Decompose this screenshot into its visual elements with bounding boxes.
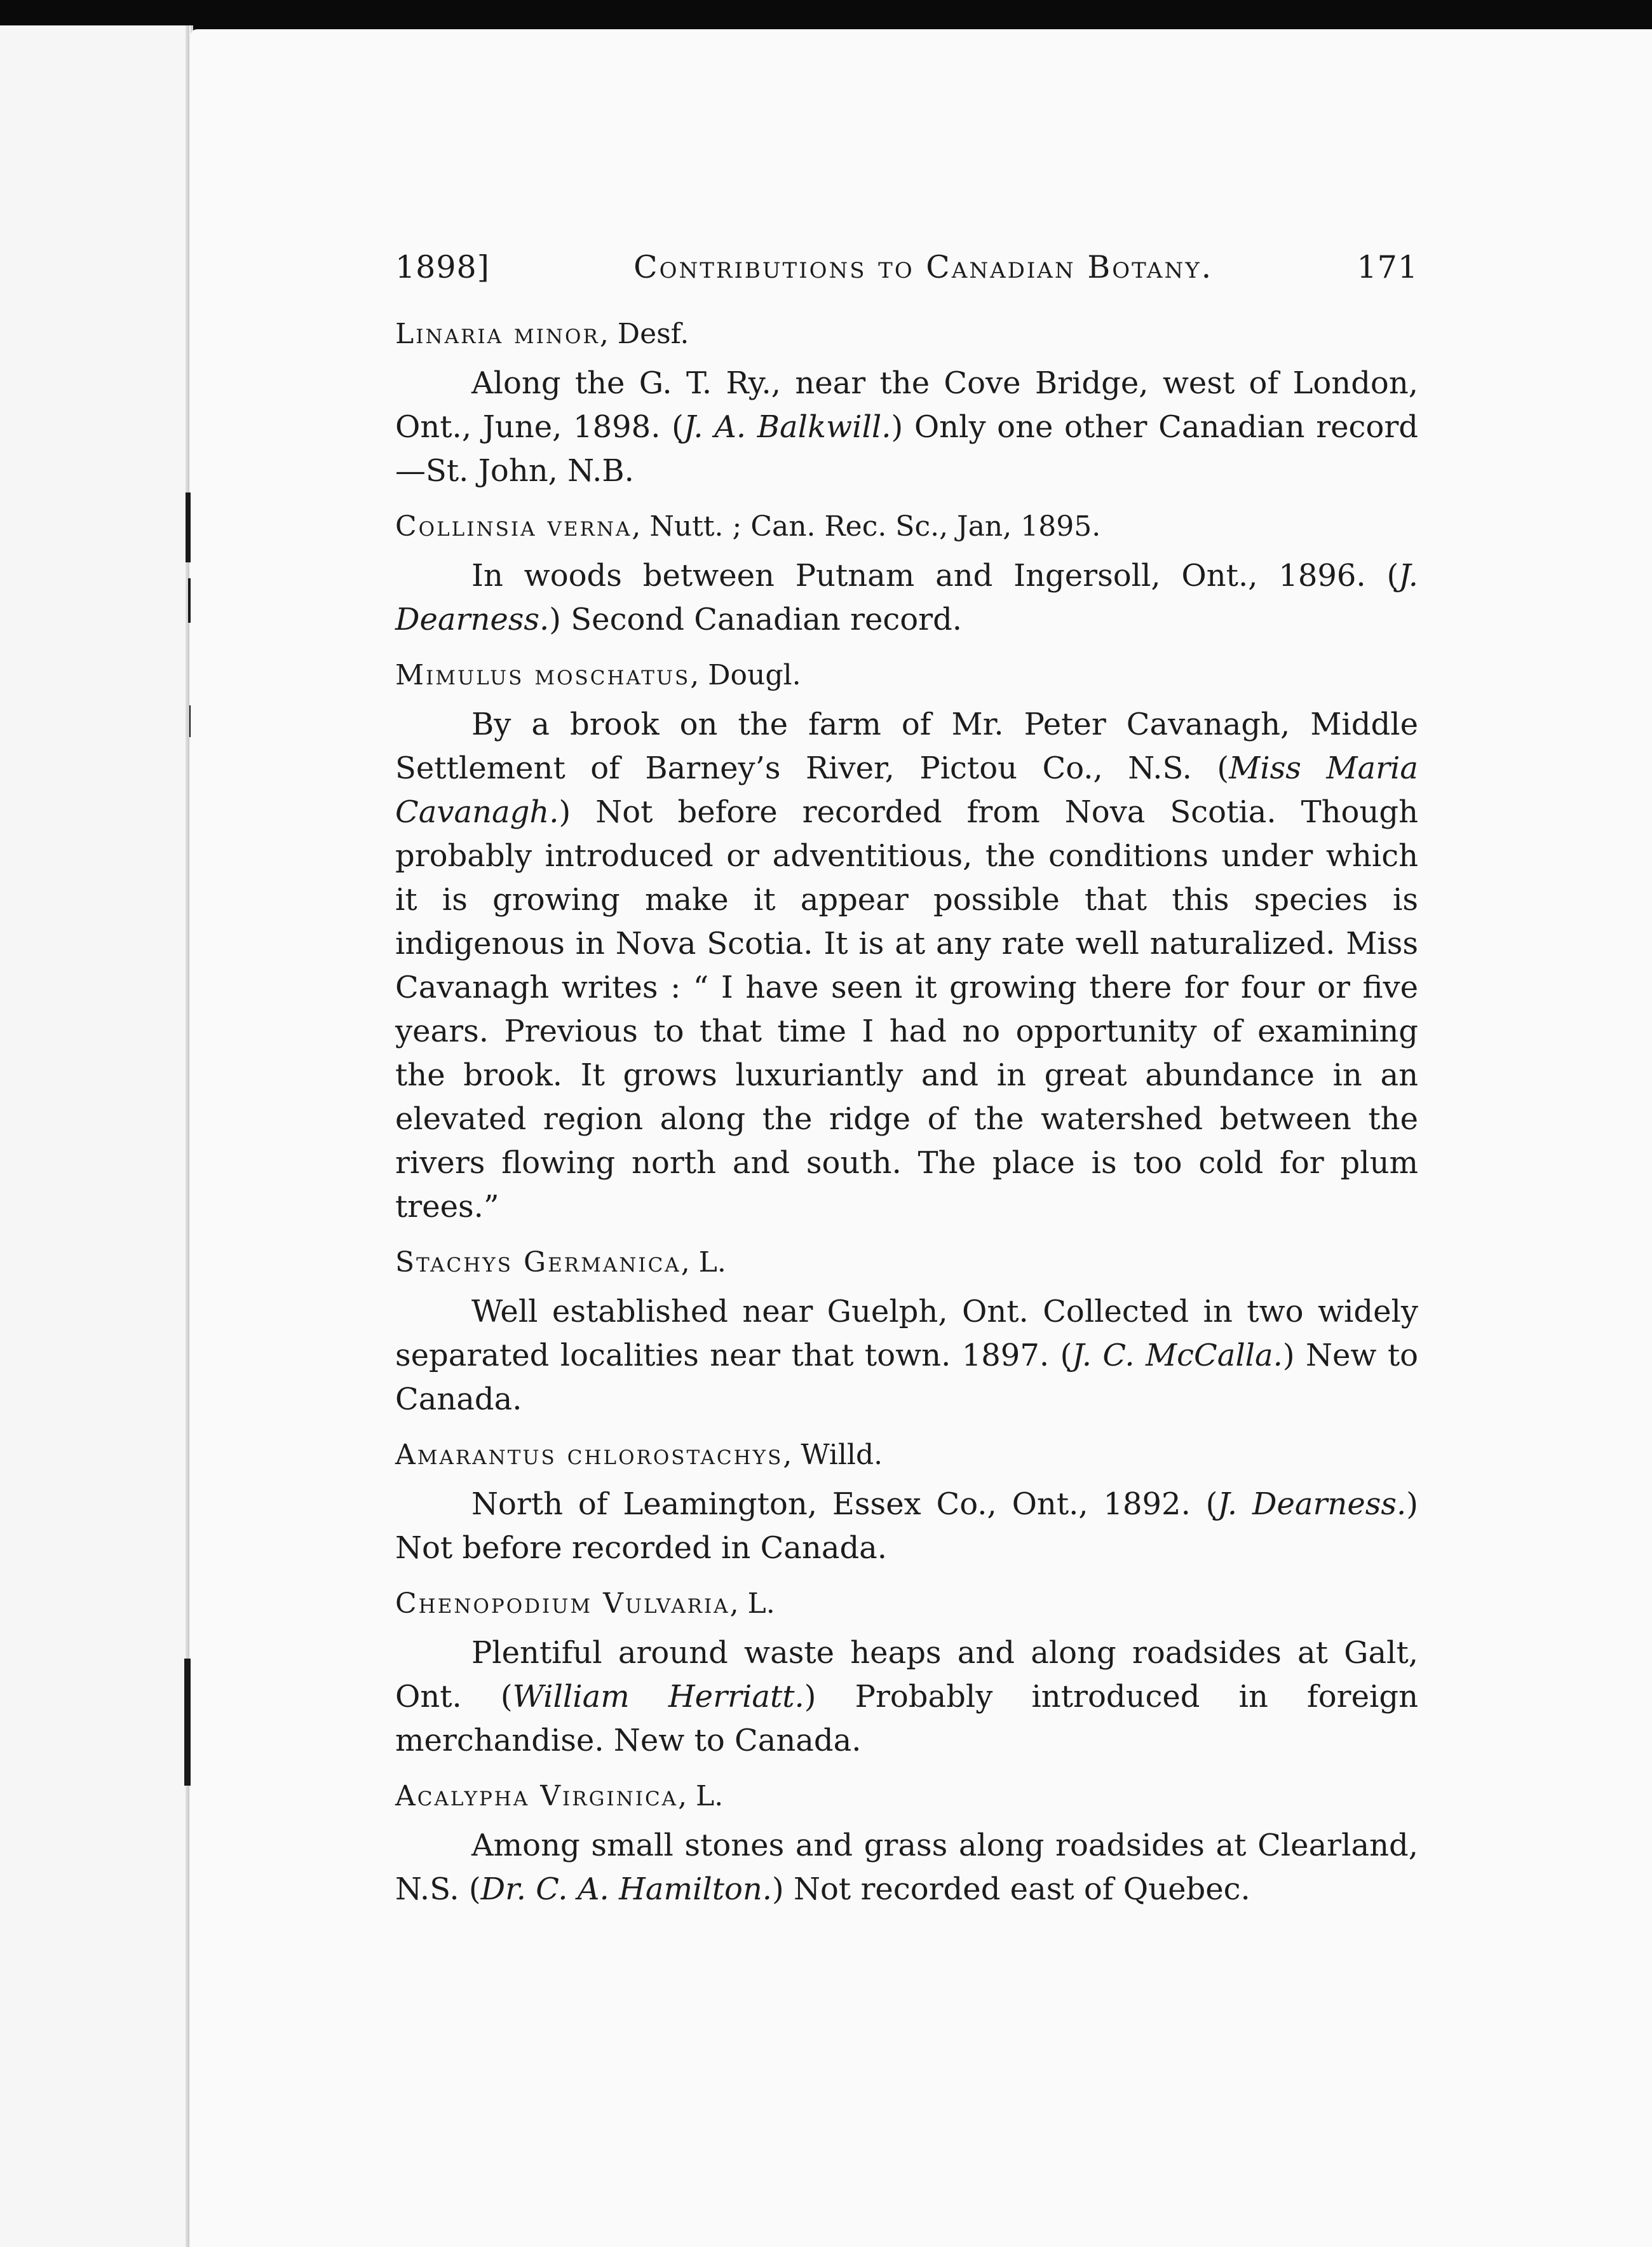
species-heading <box>395 1433 1418 1477</box>
left-page-edge <box>0 25 193 2247</box>
species-authority: , Desf. <box>599 318 689 350</box>
page-gutter <box>186 25 189 2247</box>
species-name: Stachys Germanica <box>395 1246 681 1279</box>
species-entry <box>395 653 1418 1229</box>
note-text: ) New to Canada. <box>395 1338 1418 1417</box>
species-heading <box>395 1582 1418 1626</box>
species-note <box>395 362 1418 493</box>
header-year: 1898] <box>395 249 490 285</box>
binding-mark <box>184 1659 191 1786</box>
species-heading <box>395 312 1418 356</box>
species-authority: , Willd. <box>783 1439 883 1471</box>
note-text: ) Not recorded east of Quebec. <box>772 1871 1250 1907</box>
page-text <box>395 249 1418 1923</box>
note-text: ) Probably introduced in foreign merchandise. New to Canada. <box>395 1679 1419 1758</box>
collector-citation: William Herriatt. <box>512 1679 804 1714</box>
species-name: Linaria minor <box>395 318 600 350</box>
collector-citation: J. Dearness. <box>395 558 1418 637</box>
note-text: In woods between Putnam and Ingersoll, Ont., 1896. ( <box>471 558 1399 594</box>
collector-citation: Dr. C. A. Hamilton. <box>480 1871 773 1907</box>
species-authority: , L. <box>680 1246 726 1279</box>
collector-citation: J. A. Balkwill. <box>683 409 891 445</box>
note-text: Among small stones and grass along roadsides at Clearland, N.S. ( <box>395 1828 1418 1907</box>
note-text: Well established near Guelph, Ont. Collected in two widely separated localities near that town. 1897. ( <box>395 1294 1418 1373</box>
collector-citation: J. C. McCalla. <box>1072 1338 1283 1373</box>
note-text: Plentiful around waste heaps and along roadsides at Galt, Ont. ( <box>395 1635 1418 1714</box>
species-note <box>395 1483 1418 1570</box>
species-name: Collinsia verna <box>395 510 632 543</box>
note-text: North of Leamington, Essex Co., Ont., 1892. ( <box>471 1486 1218 1522</box>
species-name: Acalypha Virginica <box>395 1780 679 1812</box>
header-title: Contributions to Canadian Botany. <box>633 249 1214 285</box>
species-name: Chenopodium Vulvaria <box>395 1587 730 1620</box>
note-text: Along the G. T. Ry., near the Cove Bridge, west of London, Ont., June, 1898. ( <box>395 365 1418 445</box>
species-entry <box>395 1433 1418 1570</box>
page-number: 171 <box>1357 249 1418 285</box>
species-entry <box>395 1240 1418 1422</box>
species-note <box>395 1631 1418 1763</box>
species-name: Amarantus chlorostachys <box>395 1439 783 1471</box>
species-heading <box>395 505 1418 549</box>
species-entry <box>395 312 1418 493</box>
note-text: ) Not before recorded from Nova Scotia. Though probably introduced or adventitious, the conditions under which it is growing make it appear possible that this species is indigenous in Nova Scotia. It is at any rate well naturalized. Miss Cavanagh writes : “ I have seen it growing there for four or five years. Previous to that time I had no opportunity of examining the brook. It grows luxuriantly and in great abundance in an elevated region along the ridge of the watershed between the rivers flowing north and south. The place is too cold for plum trees.” <box>395 794 1418 1225</box>
species-authority: , Dougl. <box>690 659 801 691</box>
running-head <box>395 249 1418 285</box>
note-text: ) Second Canadian record. <box>549 602 963 637</box>
collector-citation: Miss Maria Cavanagh. <box>395 750 1418 830</box>
collector-citation: J. Dearness. <box>1217 1486 1407 1522</box>
species-entry <box>395 1582 1418 1763</box>
species-authority: , L. <box>678 1780 724 1812</box>
species-entry <box>395 505 1418 642</box>
species-authority: , L. <box>729 1587 775 1620</box>
species-name: Mimulus moschatus <box>395 659 691 691</box>
species-heading <box>395 1774 1418 1819</box>
species-note <box>395 1824 1418 1911</box>
note-text: By a brook on the farm of Mr. Peter Cavanagh, Middle Settlement of Barney’s River, Pictou Co., N.S. ( <box>395 707 1418 786</box>
species-note <box>395 1290 1418 1422</box>
species-heading <box>395 653 1418 698</box>
note-text: ) Not before recorded in Canada. <box>395 1486 1418 1566</box>
species-heading <box>395 1240 1418 1285</box>
note-text: ) Only one other Canadian record—St. John, N.B. <box>395 409 1419 489</box>
species-authority: , Nutt. ; Can. Rec. Sc., Jan, 1895. <box>632 510 1101 543</box>
species-note <box>395 554 1418 642</box>
species-note <box>395 703 1418 1229</box>
species-entry <box>395 1774 1418 1911</box>
